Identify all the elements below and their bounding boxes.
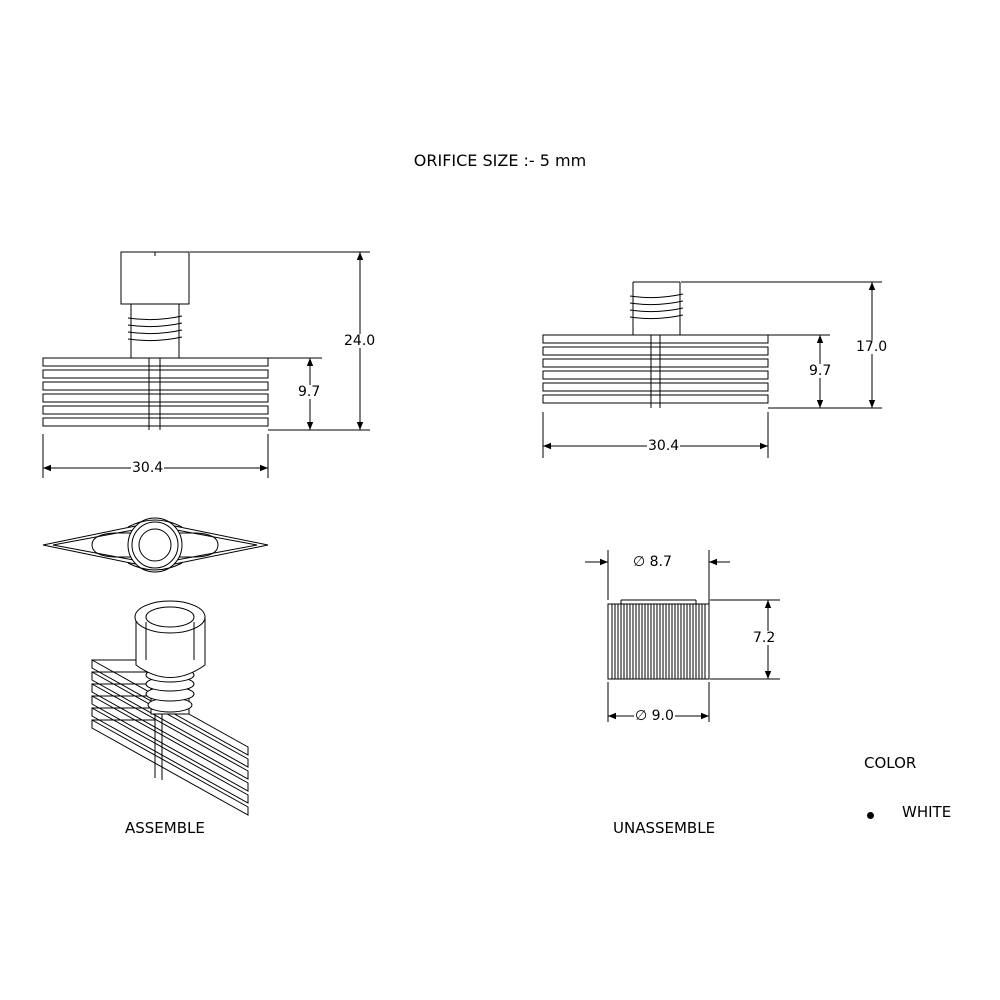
unassembled-front-view bbox=[543, 282, 768, 408]
assembled-fin-height-label: 9.7 bbox=[298, 384, 321, 400]
cap-top-diameter-label: ∅ 8.7 bbox=[633, 554, 672, 570]
assemble-caption: ASSEMBLE bbox=[125, 819, 205, 837]
color-item-white: WHITE bbox=[902, 803, 952, 821]
fin bbox=[543, 383, 768, 391]
cap-detail-view bbox=[608, 600, 709, 679]
unassembled-thread bbox=[630, 294, 683, 319]
assembled-top-view bbox=[43, 518, 268, 572]
fin bbox=[543, 359, 768, 367]
fin bbox=[43, 370, 268, 378]
unassembled-fins bbox=[543, 335, 768, 403]
bullet-icon bbox=[867, 812, 874, 819]
unassembled-height-label: 17.0 bbox=[856, 339, 888, 355]
fin bbox=[43, 394, 268, 402]
cap-bottom-diameter-label: ∅ 9.0 bbox=[635, 708, 674, 724]
assembled-width-label: 30.4 bbox=[132, 460, 164, 476]
fin bbox=[543, 371, 768, 379]
assembled-cap bbox=[121, 252, 189, 304]
orifice-size-title: ORIFICE SIZE :- 5 mm bbox=[413, 151, 587, 170]
unassembled-width-label: 30.4 bbox=[648, 438, 680, 454]
fin bbox=[43, 382, 268, 390]
fin bbox=[543, 395, 768, 403]
unassembled-fin-height-label: 9.7 bbox=[809, 363, 832, 379]
fin bbox=[43, 406, 268, 414]
assembled-fins bbox=[43, 358, 268, 426]
fin bbox=[543, 347, 768, 355]
fin bbox=[43, 418, 268, 426]
assembled-height-label: 24.0 bbox=[344, 333, 376, 349]
assembled-thread bbox=[128, 316, 182, 341]
assembled-isometric-view bbox=[92, 601, 248, 815]
fin bbox=[543, 335, 768, 343]
color-heading: COLOR bbox=[864, 754, 917, 772]
fin bbox=[43, 358, 268, 366]
unassemble-caption: UNASSEMBLE bbox=[613, 819, 716, 837]
assembled-front-view bbox=[43, 252, 268, 430]
cap-height-label: 7.2 bbox=[753, 630, 776, 646]
